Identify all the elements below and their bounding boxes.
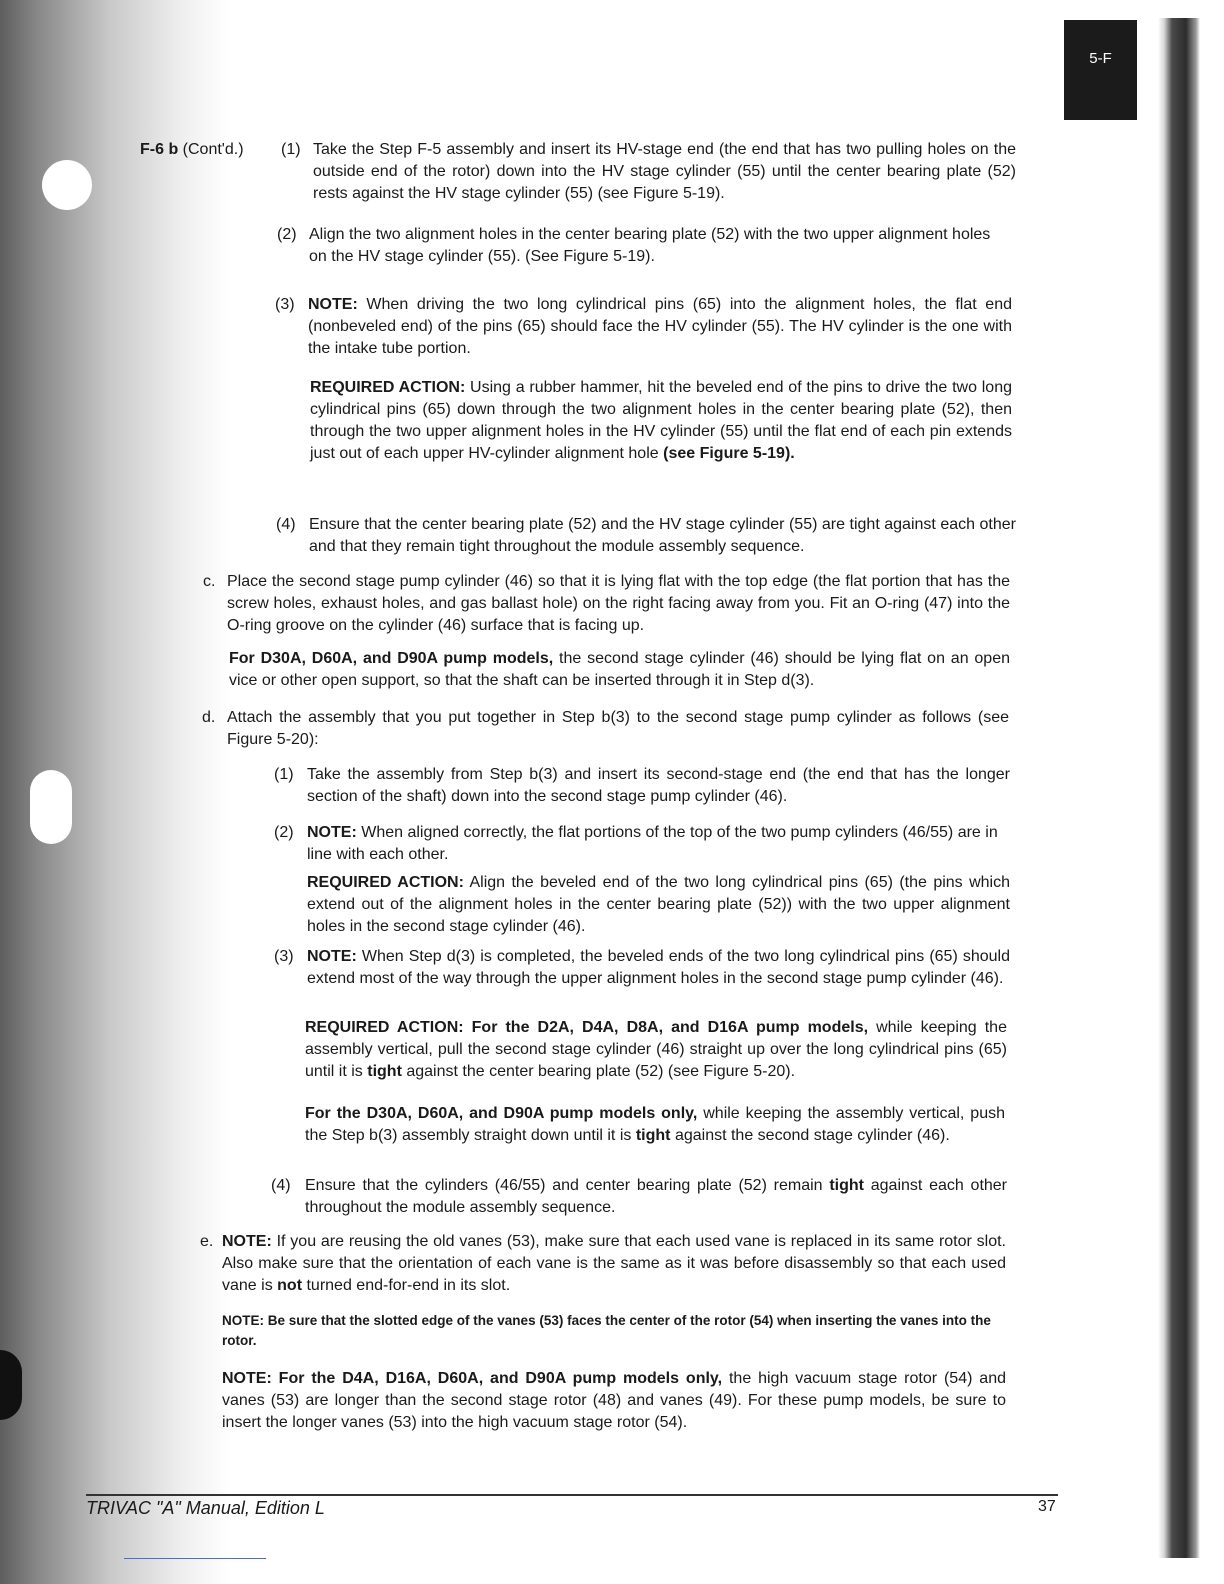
footer-rule	[86, 1494, 1058, 1496]
step-contd: (Cont'd.)	[182, 141, 244, 158]
b1-number: (1)	[281, 141, 301, 158]
punch-hole-middle	[30, 770, 72, 844]
step-e-letter: e.	[200, 1233, 214, 1250]
d3-note-text: When Step d(3) is completed, the beveled ends of the two long cylindrical pins (65) should extend most of the way through the upper alignment holes in the second stage pump cylinder (46).	[307, 948, 1011, 987]
b2-text: Align the two alignment holes in the center bearing plate (52) with the two upper alignment holes on the HV stage cylinder (55). (See Figure 5-19).	[309, 226, 991, 265]
b3-action-text: Using a rubber hammer, hit the beveled end of the pins to drive the two long cylindrical pins (65) down through the two alignment holes in the center bearing plate (52), then through the two upper alignment holes in the HV cylinder (55) until the flat end of each pin extends just out of each upper HV-cylinder alignment hole	[310, 379, 1012, 462]
punch-hole-bottom	[0, 1350, 22, 1420]
step-e-note2-label: NOTE:	[222, 1313, 264, 1328]
b3-action-ref: (see Figure 5-19).	[663, 445, 795, 462]
d3-number: (3)	[274, 948, 294, 965]
b1-text: Take the Step F-5 assembly and insert its HV-stage end (the end that has two pulling holes on the outside end of the rotor) down into the HV stage cylinder (55) until the center bearing plate (52) rests against the HV stage cylinder (55) (see Figure 5-19).	[313, 141, 1016, 202]
d4-text-b: against each other throughout the module assembly sequence.	[305, 1177, 1008, 1216]
step-e-not: not	[277, 1277, 303, 1294]
d3-action2-b: against the second stage cylinder (46).	[674, 1127, 950, 1144]
step-d-text: Attach the assembly that you put together in Step b(3) to the second stage pump cylinder as follows (see Figure 5-20):	[227, 709, 1009, 748]
d2-action-text: Align the beveled end of the two long cylindrical pins (65) (the pins which extend out of the alignment holes in the center bearing plate (52)) with the two upper alignment holes in the second stage cylinder (46).	[307, 874, 1010, 935]
section-tab-label: 5-F	[1089, 50, 1112, 67]
d3-action-2	[305, 1103, 1005, 1147]
step-e-note3	[222, 1368, 1006, 1434]
d2-note-label: NOTE:	[307, 824, 357, 841]
b3-action	[310, 377, 1012, 465]
d3-action2-a: while keeping the assembly vertical, push the Step b(3) assembly straight down until it is	[305, 1105, 1005, 1144]
step-e-note	[222, 1231, 1006, 1297]
d3-action-models: For the D2A, D4A, D8A, and D16A pump models,	[471, 1019, 869, 1036]
d3-note	[307, 946, 1010, 990]
b3-action-label: REQUIRED ACTION:	[310, 379, 466, 396]
d3-action	[305, 1017, 1007, 1083]
d2-note	[307, 822, 1010, 866]
step-e-note3-models: For the D4A, D16A, D60A, and D90A pump models only,	[278, 1370, 723, 1387]
step-e-note-label: NOTE:	[222, 1233, 272, 1250]
b3-note-text: When driving the two long cylindrical pins (65) into the alignment holes, the flat end (nonbeveled end) of the pins (65) should face the HV cylinder (55). The HV cylinder is the one with the intake tube portion.	[308, 296, 1012, 357]
step-e-note3-text: the high vacuum stage rotor (54) and vanes (53) are longer than the second stage rotor (48) and vanes (49). For these pump models, be sure to insert the longer vanes (53) into the high vacuum stage rotor (54).	[222, 1370, 1007, 1431]
d2-number: (2)	[274, 824, 294, 841]
footer-link-underline	[124, 1558, 266, 1559]
d3-action-text-a: while keeping the assembly vertical, pull the second stage cylinder (46) straight up over the long cylindrical pins (65) until it is	[305, 1019, 1007, 1080]
step-label	[140, 139, 244, 161]
step-c-models	[229, 648, 1010, 692]
step-number: F-6 b	[140, 141, 179, 158]
step-c-letter: c.	[203, 573, 216, 590]
d4-text	[305, 1175, 1007, 1219]
step-e-note2-text: Be sure that the slotted edge of the vanes (53) faces the center of the rotor (54) when inserting the vanes into the rotor.	[222, 1313, 991, 1348]
footer-title: TRIVAC "A" Manual, Edition L	[86, 1498, 325, 1518]
step-e-text-b: turned end-for-end in its slot.	[306, 1277, 511, 1294]
step-c-models-label: For D30A, D60A, and D90A pump models,	[229, 650, 554, 667]
d3-action2-tight: tight	[635, 1127, 671, 1144]
d3-action-label: REQUIRED ACTION:	[305, 1019, 464, 1036]
scan-right-edge	[1158, 18, 1200, 1558]
d4-text-a: Ensure that the cylinders (46/55) and center bearing plate (52) remain	[305, 1177, 823, 1194]
b3-note	[308, 294, 1012, 360]
d4-tight: tight	[829, 1177, 864, 1194]
b3-number: (3)	[275, 296, 295, 313]
b4-number: (4)	[276, 516, 296, 533]
page-number: 37	[1038, 1498, 1056, 1515]
step-e-text-a: If you are reusing the old vanes (53), make sure that each used vane is replaced in its same rotor slot. Also make sure that the orientation of each vane is the same as it was before disassembly so that each used vane is	[222, 1233, 1006, 1294]
d3-note-label: NOTE:	[307, 948, 357, 965]
step-c-text: Place the second stage pump cylinder (46) so that it is lying flat with the top edge (the flat portion that has the screw holes, exhaust holes, and gas ballast hole) on the right facing away from you. Fit an O-ring (47) into the O-ring groove on the cylinder (46) surface that is facing up.	[227, 573, 1010, 634]
d3-models-2: For the D30A, D60A, and D90A pump models only,	[305, 1105, 698, 1122]
d2-action-label: REQUIRED ACTION:	[307, 874, 464, 891]
d3-action-tight: tight	[367, 1063, 402, 1080]
b2-number: (2)	[277, 226, 297, 243]
d3-action-text-b: against the center bearing plate (52) (see Figure 5-20).	[406, 1063, 796, 1080]
d1-text: Take the assembly from Step b(3) and insert its second-stage end (the end that has the longer section of the shaft) down into the second stage pump cylinder (46).	[307, 766, 1010, 805]
step-e-note2	[222, 1311, 1006, 1351]
b4-text: Ensure that the center bearing plate (52) and the HV stage cylinder (55) are tight against each other and that they remain tight throughout the module assembly sequence.	[309, 516, 1016, 555]
d2-action	[307, 872, 1010, 938]
step-d-letter: d.	[202, 709, 216, 726]
b3-note-label: NOTE:	[308, 296, 358, 313]
punch-hole-top	[42, 160, 92, 210]
step-e-note3-label: NOTE:	[222, 1370, 272, 1387]
d2-note-text: When aligned correctly, the flat portions of the top of the two pump cylinders (46/55) are in line with each other.	[307, 824, 998, 863]
section-tab	[1064, 20, 1137, 120]
step-c-models-text: the second stage cylinder (46) should be lying flat on an open vice or other open support, so that the shaft can be inserted through it in Step d(3).	[229, 650, 1011, 689]
d1-number: (1)	[274, 766, 294, 783]
d4-number: (4)	[271, 1177, 291, 1194]
